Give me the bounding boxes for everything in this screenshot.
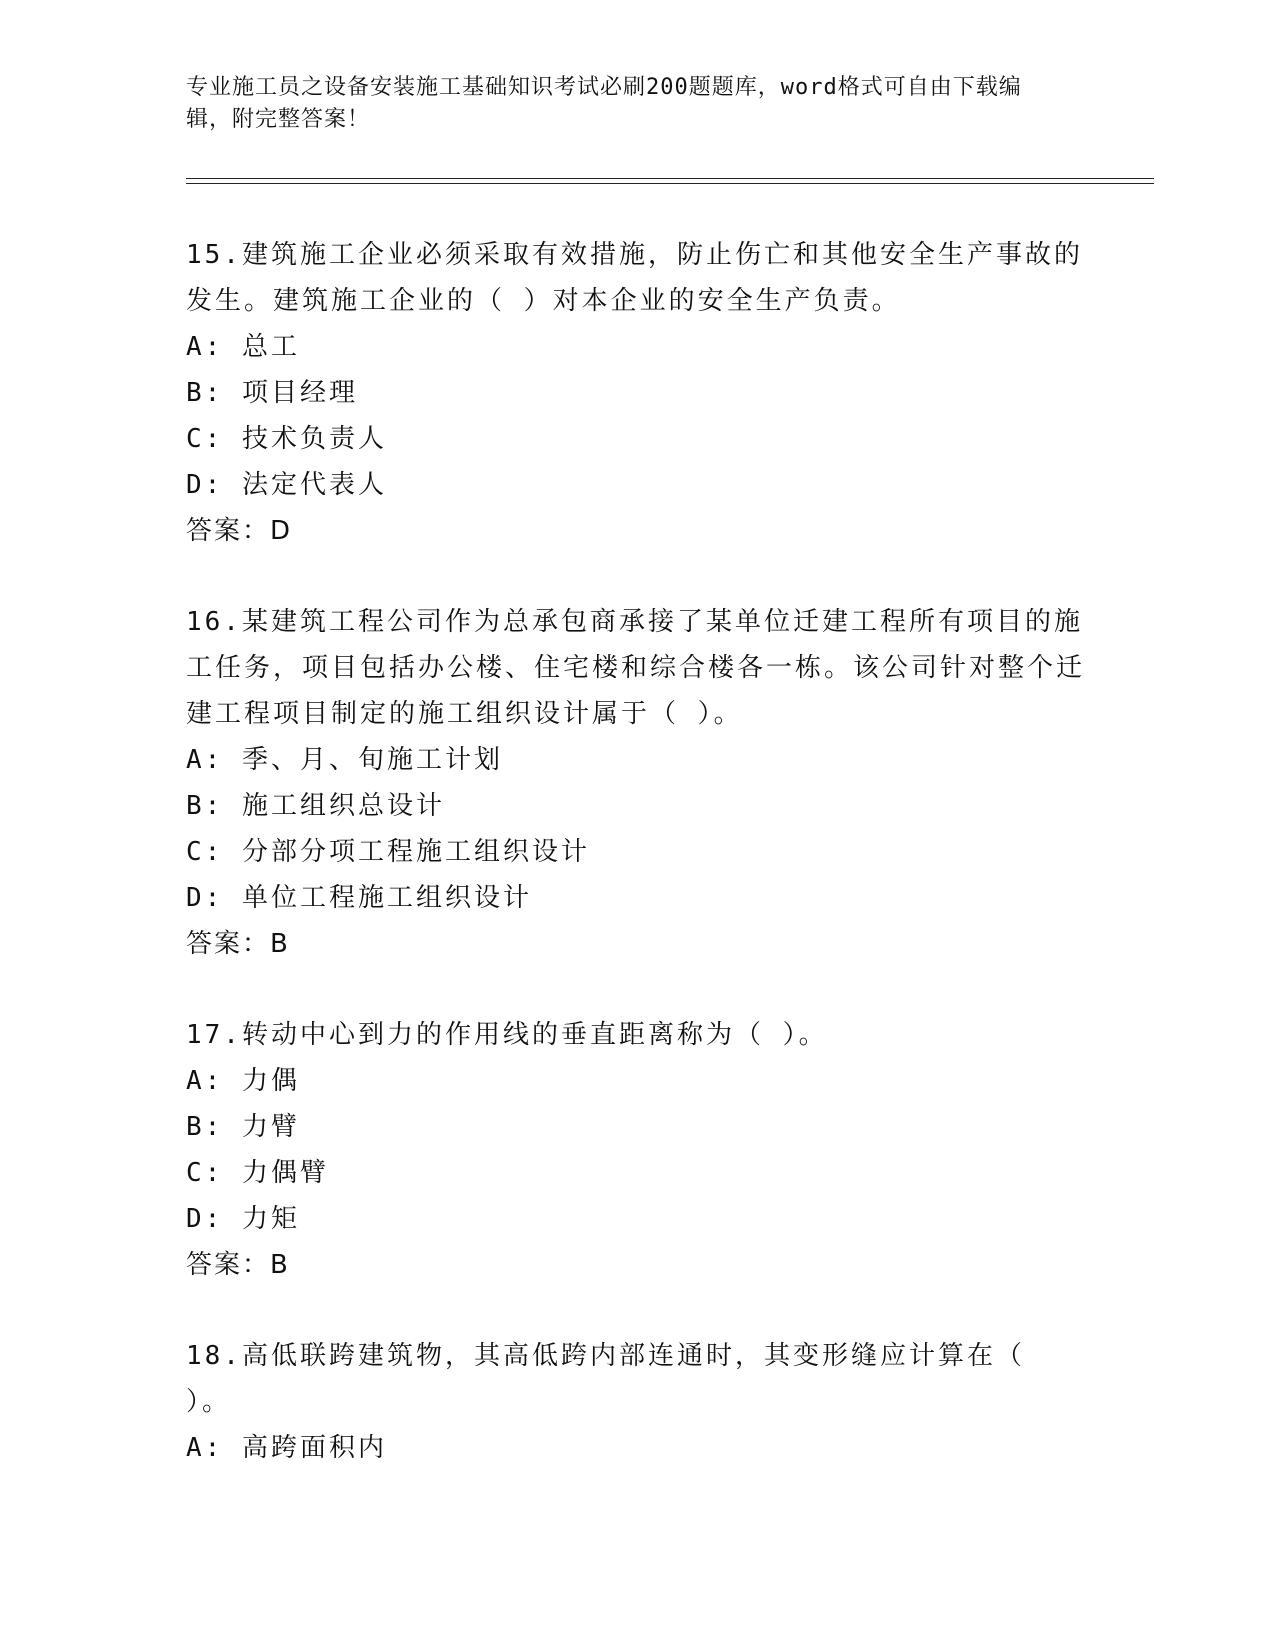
option-c: C: 力偶臂 (186, 1158, 329, 1188)
answer-label: 答案：B (186, 1250, 290, 1280)
option-a: A: 季、月、旬施工计划 (186, 745, 503, 775)
option-c: C: 分部分项工程施工组织设计 (186, 837, 590, 867)
question-stem: 16.某建筑工程公司作为总承包商承接了某单位迁建工程所有项目的施工任务，项目包括办公楼、住宅楼和综合楼各一栋。该公司针对整个迁建工程项目制定的施工组织设计属于（ ）。 (186, 607, 1086, 729)
option-b: B: 施工组织总设计 (186, 791, 445, 821)
option-b: B: 力臂 (186, 1112, 300, 1142)
option-c: C: 技术负责人 (186, 424, 387, 454)
document-header: 专业施工员之设备安装施工基础知识考试必刷200题题库，word格式可自由下载编辑，附完整答案！ (186, 75, 1022, 132)
question-15 (186, 232, 1086, 554)
option-a: A: 高跨面积内 (186, 1433, 387, 1463)
question-stem: 18.高低联跨建筑物，其高低跨内部连通时，其变形缝应计算在（ ）。 (186, 1341, 1025, 1417)
answer-label: 答案：B (186, 929, 290, 959)
question-16 (186, 599, 1086, 967)
option-b: B: 项目经理 (186, 378, 358, 408)
answer-label: 答案：D (186, 516, 293, 546)
question-stem: 15.建筑施工企业必须采取有效措施，防止伤亡和其他安全生产事故的发生。建筑施工企业的（ ）对本企业的安全生产负责。 (186, 240, 1083, 316)
question-17 (186, 1012, 1086, 1288)
option-d: D: 法定代表人 (186, 470, 387, 500)
option-a: A: 力偶 (186, 1066, 300, 1096)
header-divider-bottom (186, 183, 1154, 184)
question-stem: 17.转动中心到力的作用线的垂直距离称为（ ）。 (186, 1020, 828, 1050)
question-18 (186, 1333, 1086, 1471)
option-a: A: 总工 (186, 332, 300, 362)
option-d: D: 单位工程施工组织设计 (186, 883, 532, 913)
option-d: D: 力矩 (186, 1204, 300, 1234)
header-divider-top (186, 178, 1154, 179)
